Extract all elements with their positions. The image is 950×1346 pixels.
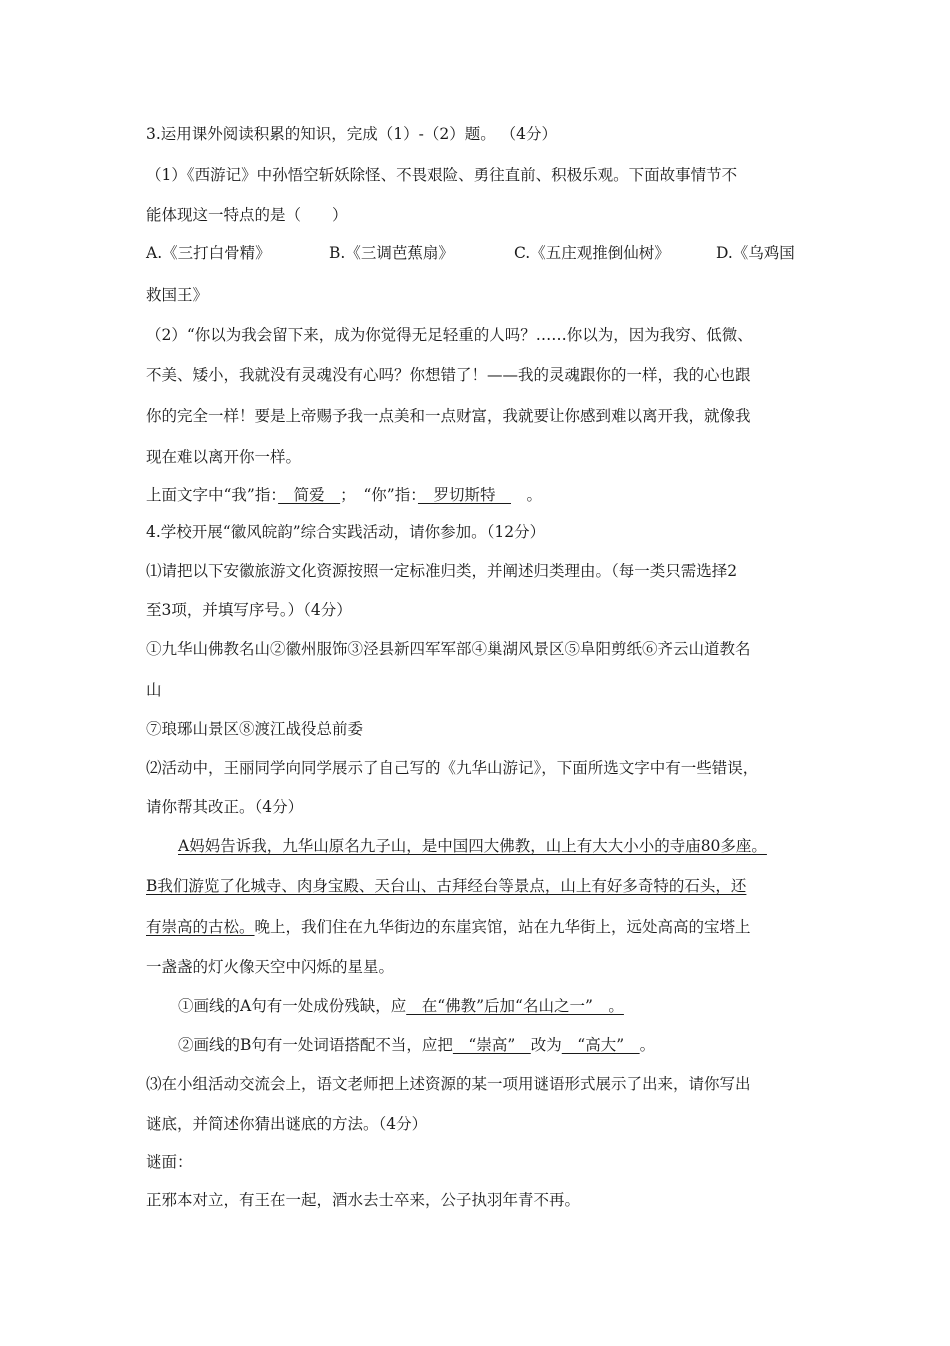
- passage-line3: [146, 917, 751, 937]
- option-d: D.《乌鸡国: [716, 244, 795, 262]
- option-c: C.《五庄观推倒仙树》: [514, 244, 670, 262]
- riddle-text: 正邪本对立，有王在一起，酒水去士卒来，公子执羽年青不再。: [146, 1191, 581, 1209]
- passage-line4: 一盏盏的灯火像天空中闪烁的星星。: [146, 958, 395, 976]
- q4-s1-items3: ⑦琅琊山景区⑧渡江战役总前委: [146, 720, 364, 738]
- q3-part2-line4: 现在难以离开你一样。: [146, 448, 302, 466]
- passage-rest: 晚上，我们住在九华街边的东崖宾馆，站在九华街上，远处高高的宝塔上: [254, 918, 751, 936]
- q4-header: 4.学校开展“徽风皖韵”综合实践活动，请你参加。（12分）: [146, 523, 546, 541]
- passage-sentence-b1: B我们游览了化城寺、肉身宝殿、天台山、古拜经台等景点，山上有好多奇特的石头，还: [146, 877, 747, 895]
- option-b: B.《三调芭蕉扇》: [329, 244, 454, 262]
- answer-you: 罗切斯特: [417, 486, 511, 504]
- answer-prefix: 上面文字中“我”指：: [146, 486, 279, 504]
- q4-s2-line2: 请你帮其改正。（4分）: [146, 798, 304, 816]
- fix2-to: “高大”: [561, 1036, 640, 1054]
- passage-sentence-a: A妈妈告诉我，九华山原名九子山，是中国四大佛教，山上有大大小小的寺庙80多座。: [178, 837, 767, 855]
- fix2-line: [178, 1035, 655, 1055]
- q4-s1-items1: ①九华山佛教名山②徽州服饰③泾县新四军军部④巢湖风景区⑤阜阳剪纸⑥齐云山道教名: [146, 640, 751, 658]
- passage-sentence-b2: 有崇高的古松。: [146, 918, 255, 936]
- q3-part2-line1: （2）“你以为我会留下来，成为你觉得无足轻重的人吗？……你以为，因为我穷、低微、: [146, 326, 753, 344]
- answer-end: 。: [511, 486, 543, 504]
- q3-part1-line1: （1）《西游记》中孙悟空斩妖除怪、不畏艰险、勇往直前、积极乐观。下面故事情节不: [146, 166, 738, 184]
- q3-part2-line2: 不美、矮小，我就没有灵魂没有心吗？你想错了！——我的灵魂跟你的一样，我的心也跟: [146, 366, 751, 384]
- q4-s1-items2: 山: [146, 681, 162, 699]
- option-a: A.《三打白骨精》: [146, 244, 271, 262]
- fix2-mid: 改为: [530, 1036, 562, 1054]
- q4-s3-line1: ⑶在小组活动交流会上，语文老师把上述资源的某一项用谜语形式展示了出来，请你写出: [146, 1075, 751, 1093]
- q4-s1-line1: ⑴请把以下安徽旅游文化资源按照一定标准归类，并阐述归类理由。（每一类只需选择2: [146, 562, 738, 580]
- q3-header: 3.运用课外阅读积累的知识，完成（1）-（2）题。 （4分）: [146, 125, 558, 143]
- option-d-continued: 救国王》: [146, 286, 209, 304]
- q4-s3-line2: 谜底，并简述你猜出谜底的方法。（4分）: [146, 1115, 428, 1133]
- answer-mid: ； “你”指：: [340, 486, 418, 504]
- fix2-end: 。: [639, 1036, 656, 1054]
- q4-s2-line1: ⑵活动中，王丽同学向同学展示了自己写的《九华山游记》，下面所选文字中有一些错误，: [146, 759, 759, 777]
- fix1-line: [178, 996, 624, 1016]
- fix2-prefix: ②画线的B句有一处词语搭配不当，应把: [178, 1036, 453, 1054]
- riddle-label: 谜面：: [146, 1153, 193, 1171]
- q3-part2-line3: 你的完全一样！要是上帝赐予我一点美和一点财富，我就要让你感到难以离开我，就像我: [146, 407, 751, 425]
- answer-me: 简爱: [278, 486, 341, 504]
- q3-part1-line2: 能体现这一特点的是（ ）: [146, 206, 348, 224]
- fix1-answer: 在“佛教”后加“名山之一” 。: [406, 997, 624, 1015]
- fix1-prefix: ①画线的A句有一处成份残缺，应: [178, 997, 407, 1015]
- q4-s1-line2: 至3项，并填写序号。）（4分）: [146, 601, 352, 619]
- q3-answer-line: [146, 485, 542, 505]
- fix2-from: “崇高”: [452, 1036, 531, 1054]
